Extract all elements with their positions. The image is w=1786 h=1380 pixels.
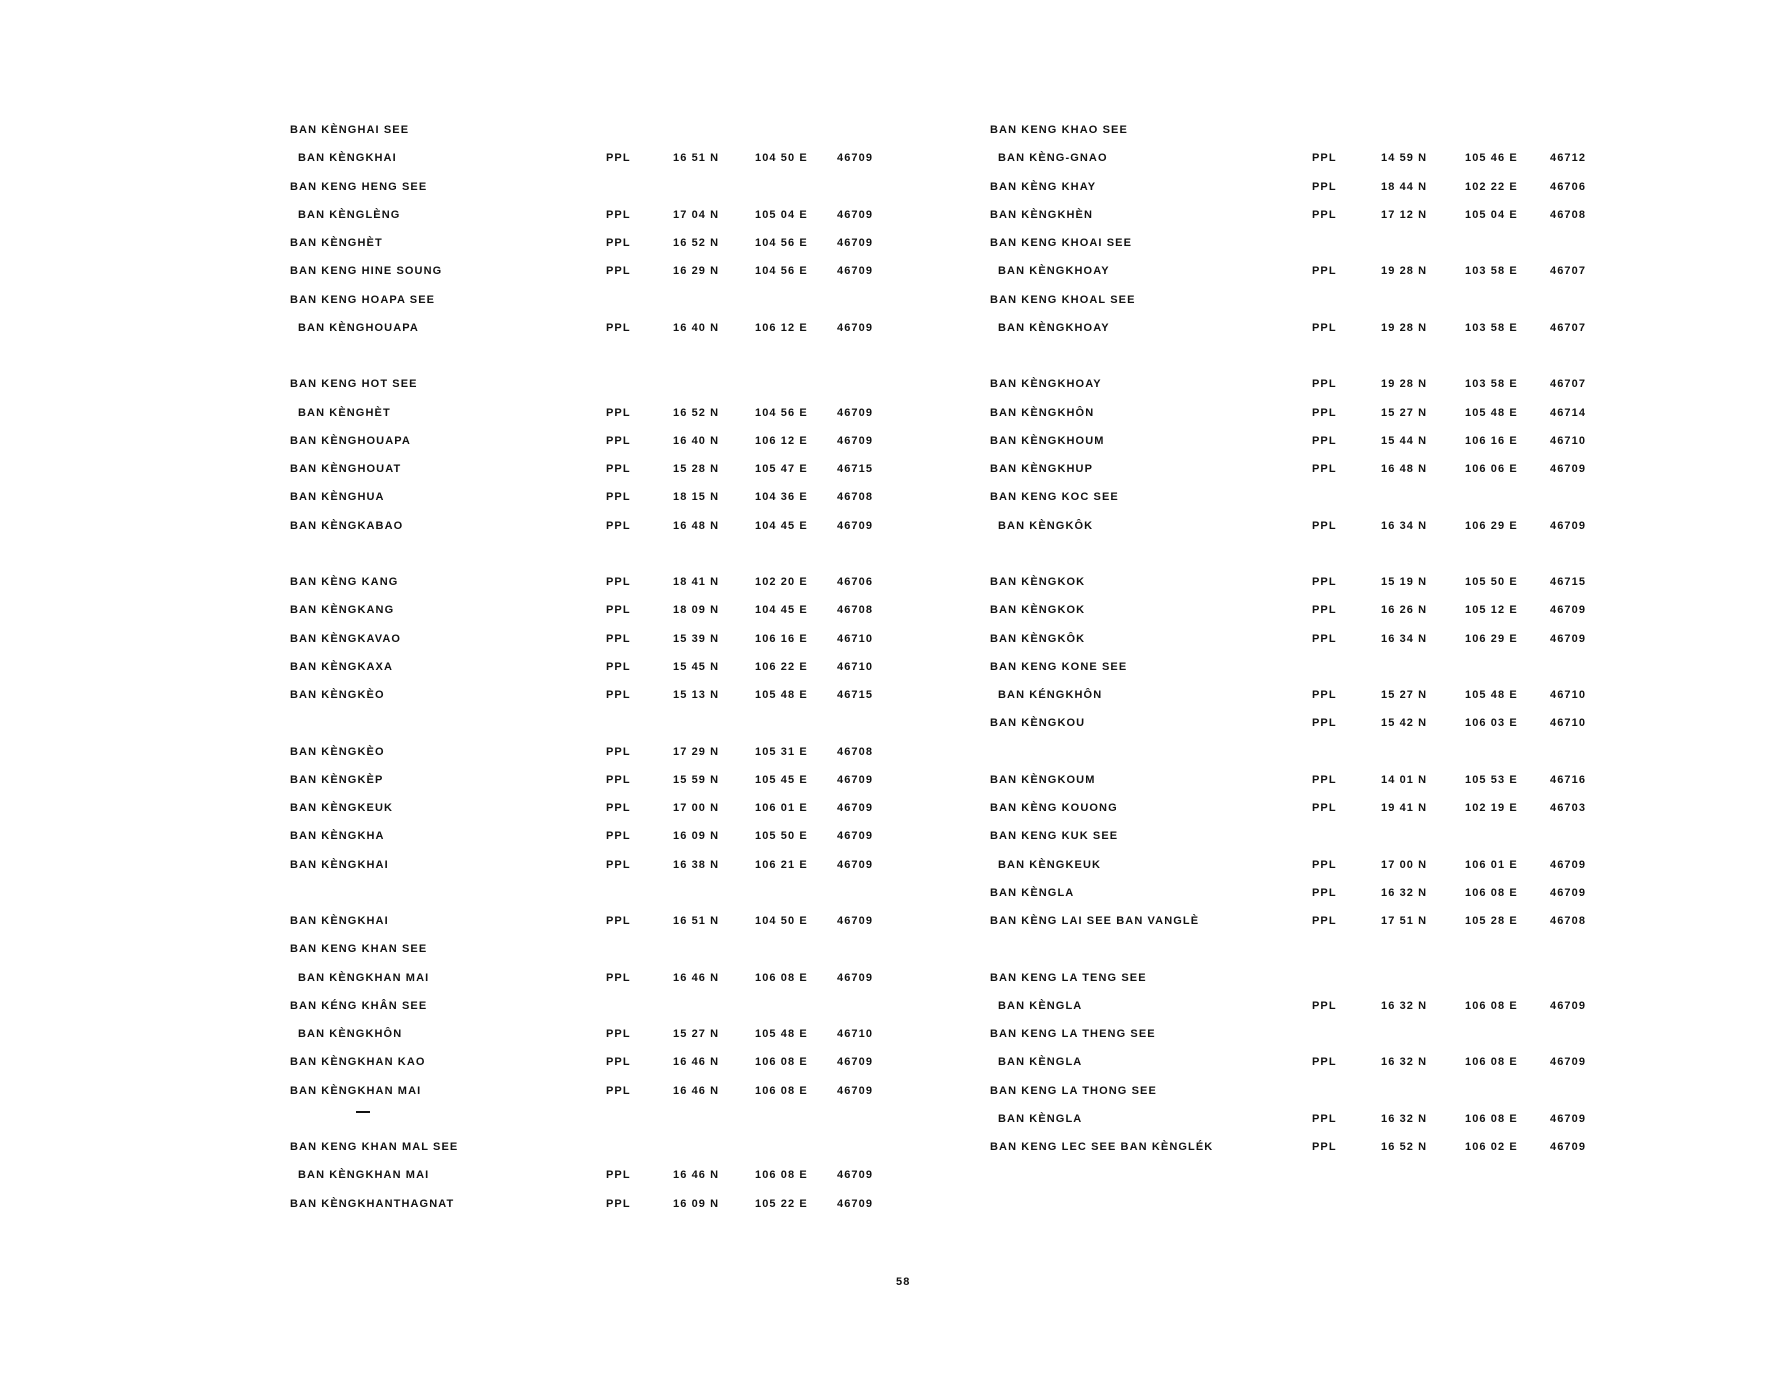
entry-lon: 105 22 E bbox=[755, 1197, 808, 1210]
entry-lat: 19 41 N bbox=[1381, 802, 1428, 814]
entry-lon: 102 22 E bbox=[1465, 180, 1518, 193]
entry-lat: 15 44 N bbox=[1381, 434, 1428, 447]
entry-name: BAN KÈNGKOUM bbox=[990, 773, 1096, 786]
entry-type: PPL bbox=[606, 237, 631, 249]
entry-name: BAN KÈNGKHA bbox=[290, 830, 385, 843]
entry-sheet: 46709 bbox=[837, 1056, 874, 1069]
entry-lat: 16 38 N bbox=[673, 858, 720, 871]
entry-sheet: 46708 bbox=[1550, 208, 1587, 221]
entry-name: BAN KÈNGKABAO bbox=[290, 519, 404, 532]
entry-type: PPL bbox=[1312, 152, 1337, 165]
entry-type: PPL bbox=[606, 152, 631, 165]
entry-sheet: 46710 bbox=[1550, 717, 1587, 730]
entry-lat: 16 09 N bbox=[673, 830, 720, 843]
entry-type: PPL bbox=[606, 1197, 631, 1210]
entry-sheet: 46709 bbox=[837, 830, 874, 843]
entry-lon: 106 22 E bbox=[755, 660, 808, 673]
entry-lon: 105 48 E bbox=[1465, 406, 1518, 419]
entry-name: BAN KÈNG KHAY bbox=[990, 180, 1097, 193]
entry-sheet: 46708 bbox=[1550, 915, 1587, 927]
entry-lat: 19 28 N bbox=[1381, 378, 1428, 391]
entry-lon: 105 31 E bbox=[755, 745, 808, 758]
entry-lat: 18 15 N bbox=[673, 491, 720, 504]
entry-type: PPL bbox=[606, 830, 631, 843]
entry-sheet: 46709 bbox=[1550, 463, 1587, 475]
entry-lat: 15 27 N bbox=[1381, 406, 1428, 419]
entry-lon: 106 29 E bbox=[1465, 632, 1518, 645]
entry-name: BAN KÈNGKHAI bbox=[290, 858, 389, 871]
entry-lon: 104 50 E bbox=[755, 152, 808, 165]
entry-sheet: 46715 bbox=[837, 689, 874, 701]
entry-lon: 105 48 E bbox=[755, 1028, 808, 1040]
entry-type: PPL bbox=[1312, 604, 1337, 617]
entry-lat: 18 44 N bbox=[1381, 180, 1428, 193]
entry-lat: 16 51 N bbox=[673, 152, 720, 165]
entry-sheet: 46709 bbox=[1550, 632, 1587, 645]
entry-type: PPL bbox=[1312, 265, 1337, 278]
entry-sheet: 46709 bbox=[837, 1084, 874, 1097]
entry-type: PPL bbox=[1312, 519, 1337, 532]
entry-lat: 19 28 N bbox=[1381, 321, 1428, 334]
entry-type: PPL bbox=[1312, 208, 1337, 221]
entry-name: BAN KÈNGKHOAY bbox=[998, 265, 1110, 278]
entry-lon: 106 08 E bbox=[755, 1056, 808, 1069]
entry-lat: 15 45 N bbox=[673, 660, 720, 673]
entry-sheet: 46709 bbox=[1550, 858, 1587, 871]
entry-sheet: 46708 bbox=[837, 491, 874, 504]
entry-type: PPL bbox=[1312, 632, 1337, 645]
entry-type: PPL bbox=[606, 604, 631, 617]
entry-lon: 106 12 E bbox=[755, 321, 808, 334]
entry-name: BAN KÈNGKHOAY bbox=[990, 378, 1102, 391]
entry-name: BAN KENG LA THONG SEE bbox=[990, 1084, 1157, 1097]
entry-name: BAN KÈNGKHOUM bbox=[990, 434, 1105, 447]
entry-name: BAN KÈNGKHAN MAI bbox=[298, 971, 430, 984]
entry-name: BAN KENG LEC SEE BAN KÈNGLÉK bbox=[990, 1141, 1214, 1153]
entry-type: PPL bbox=[1312, 915, 1337, 927]
entry-name: BAN KÈNGHÈT bbox=[290, 237, 383, 249]
entry-lon: 105 50 E bbox=[755, 830, 808, 843]
entry-lon: 104 56 E bbox=[755, 406, 808, 419]
entry-lon: 105 53 E bbox=[1465, 773, 1518, 786]
entry-lon: 106 12 E bbox=[755, 434, 808, 447]
entry-lat: 16 51 N bbox=[673, 915, 720, 927]
entry-name: BAN KÈNGKÈP bbox=[290, 773, 384, 786]
entry-name: BAN KÈNGKEUK bbox=[290, 802, 394, 814]
entry-lat: 15 42 N bbox=[1381, 717, 1428, 730]
entry-lat: 17 04 N bbox=[673, 208, 720, 221]
entry-lat: 15 19 N bbox=[1381, 576, 1428, 588]
entry-name: BAN KÈNGKHÈN bbox=[990, 208, 1094, 221]
entry-type: PPL bbox=[1312, 321, 1337, 334]
entry-name: BAN KÈNGKHOAY bbox=[998, 321, 1110, 334]
entry-lat: 18 09 N bbox=[673, 604, 720, 617]
entry-name: BAN KÈNGKAXA bbox=[290, 660, 394, 673]
entry-type: PPL bbox=[1312, 180, 1337, 193]
entry-type: PPL bbox=[1312, 1112, 1337, 1125]
entry-lon: 104 45 E bbox=[755, 519, 808, 532]
entry-name: BAN KÈNG KANG bbox=[290, 576, 399, 588]
entry-lat: 16 46 N bbox=[673, 1169, 720, 1182]
entry-type: PPL bbox=[1312, 717, 1337, 730]
entry-type: PPL bbox=[606, 802, 631, 814]
entry-name: BAN KÈNGHÈT bbox=[298, 406, 391, 419]
entry-name: BAN KENG KHOAL SEE bbox=[990, 293, 1136, 306]
entry-type: PPL bbox=[1312, 689, 1337, 701]
dash-mark bbox=[356, 1111, 370, 1113]
entry-type: PPL bbox=[1312, 463, 1337, 475]
entry-sheet: 46707 bbox=[1550, 378, 1587, 391]
entry-type: PPL bbox=[606, 1084, 631, 1097]
entry-lat: 15 28 N bbox=[673, 463, 720, 475]
entry-sheet: 46710 bbox=[837, 660, 874, 673]
entry-lon: 106 06 E bbox=[1465, 463, 1518, 475]
entry-type: PPL bbox=[606, 632, 631, 645]
entry-sheet: 46709 bbox=[1550, 604, 1587, 617]
entry-lon: 105 28 E bbox=[1465, 915, 1518, 927]
entry-sheet: 46709 bbox=[1550, 519, 1587, 532]
entry-sheet: 46707 bbox=[1550, 321, 1587, 334]
entry-lon: 105 04 E bbox=[1465, 208, 1518, 221]
entry-type: PPL bbox=[1312, 886, 1337, 899]
entry-name: BAN KÈNGKOK bbox=[990, 604, 1086, 617]
entry-lat: 15 59 N bbox=[673, 773, 720, 786]
entry-lon: 103 58 E bbox=[1465, 321, 1518, 334]
entry-lat: 17 00 N bbox=[673, 802, 720, 814]
entry-sheet: 46709 bbox=[1550, 999, 1587, 1012]
entry-lon: 104 45 E bbox=[755, 604, 808, 617]
entry-lon: 106 08 E bbox=[1465, 999, 1518, 1012]
entry-name: BAN KÈNGHAI SEE bbox=[290, 124, 410, 136]
entry-lon: 105 12 E bbox=[1465, 604, 1518, 617]
entry-sheet: 46707 bbox=[1550, 265, 1587, 278]
entry-name: BAN KENG KHAN MAL SEE bbox=[290, 1141, 459, 1153]
entry-sheet: 46709 bbox=[1550, 1112, 1587, 1125]
entry-sheet: 46710 bbox=[837, 632, 874, 645]
entry-lat: 17 00 N bbox=[1381, 858, 1428, 871]
entry-sheet: 46709 bbox=[837, 152, 874, 165]
entry-lat: 19 28 N bbox=[1381, 265, 1428, 278]
entry-lat: 16 26 N bbox=[1381, 604, 1428, 617]
entry-name: BAN KÈNGHOUAPA bbox=[290, 434, 411, 447]
entry-type: PPL bbox=[606, 858, 631, 871]
entry-name: BAN KÈNG KOUONG bbox=[990, 802, 1118, 814]
entry-name: BAN KÈNGKANG bbox=[290, 604, 395, 617]
entry-sheet: 46709 bbox=[837, 802, 874, 814]
entry-lon: 106 08 E bbox=[1465, 1056, 1518, 1069]
entry-type: PPL bbox=[1312, 434, 1337, 447]
entry-lon: 105 48 E bbox=[1465, 689, 1518, 701]
entry-sheet: 46709 bbox=[1550, 1141, 1587, 1153]
entry-name: BAN KENG HENG SEE bbox=[290, 180, 428, 193]
page-number: 58 bbox=[896, 1276, 911, 1288]
entry-name: BAN KÈNGLA bbox=[990, 886, 1075, 899]
entry-name: BAN KÈNGKHAI bbox=[290, 915, 389, 927]
entry-type: PPL bbox=[1312, 858, 1337, 871]
entry-lat: 16 52 N bbox=[1381, 1141, 1428, 1153]
entry-lat: 16 52 N bbox=[673, 237, 720, 249]
entry-type: PPL bbox=[606, 773, 631, 786]
entry-type: PPL bbox=[606, 265, 631, 278]
entry-sheet: 46709 bbox=[837, 321, 874, 334]
entry-sheet: 46709 bbox=[837, 1169, 874, 1182]
entry-name: BAN KÈNGLA bbox=[998, 1112, 1083, 1125]
entry-name: BAN KÈNGKHÔN bbox=[990, 406, 1095, 419]
entry-lat: 17 12 N bbox=[1381, 208, 1428, 221]
entry-name: BAN KÈNGKÈO bbox=[290, 689, 385, 701]
entry-lat: 16 40 N bbox=[673, 434, 720, 447]
entry-type: PPL bbox=[606, 1056, 631, 1069]
entry-lat: 16 48 N bbox=[1381, 463, 1428, 475]
entry-name: BAN KÈNGKOU bbox=[990, 717, 1086, 730]
entry-type: PPL bbox=[606, 434, 631, 447]
entry-lon: 106 08 E bbox=[1465, 886, 1518, 899]
entry-name: BAN KÈNGKHAN MAI bbox=[290, 1084, 422, 1097]
entry-sheet: 46706 bbox=[1550, 180, 1587, 193]
entry-sheet: 46709 bbox=[837, 1197, 874, 1210]
entry-lat: 16 32 N bbox=[1381, 1112, 1428, 1125]
entry-name: BAN KÈNG-GNAO bbox=[998, 152, 1108, 165]
entry-name: BAN KÈNGKHAN KAO bbox=[290, 1056, 426, 1069]
entry-type: PPL bbox=[606, 915, 631, 927]
entry-lat: 15 13 N bbox=[673, 689, 720, 701]
entry-type: PPL bbox=[606, 519, 631, 532]
entry-name: BAN KÈNGKOK bbox=[990, 576, 1086, 588]
entry-sheet: 46709 bbox=[837, 773, 874, 786]
entry-type: PPL bbox=[1312, 999, 1337, 1012]
entry-sheet: 46703 bbox=[1550, 802, 1587, 814]
entry-lat: 16 46 N bbox=[673, 1056, 720, 1069]
entry-name: BAN KÈNGKAVAO bbox=[290, 632, 402, 645]
entry-lat: 16 40 N bbox=[673, 321, 720, 334]
entry-lon: 105 47 E bbox=[755, 463, 808, 475]
entry-name: BAN KÈNGKHAI bbox=[298, 152, 397, 165]
entry-name: BAN KENG KUK SEE bbox=[990, 830, 1119, 843]
entry-lon: 102 20 E bbox=[755, 576, 808, 588]
entry-lon: 106 02 E bbox=[1465, 1141, 1518, 1153]
entry-name: BAN KENG LA THENG SEE bbox=[990, 1028, 1156, 1040]
entry-sheet: 46708 bbox=[837, 745, 874, 758]
entry-sheet: 46716 bbox=[1550, 773, 1587, 786]
entry-type: PPL bbox=[606, 208, 631, 221]
entry-lat: 14 01 N bbox=[1381, 773, 1428, 786]
entry-lat: 14 59 N bbox=[1381, 152, 1428, 165]
entry-name: BAN KÈNGKHUP bbox=[990, 463, 1094, 475]
entry-name: BAN KÈNGKÔK bbox=[990, 632, 1086, 645]
entry-type: PPL bbox=[606, 1028, 631, 1040]
entry-name: BAN KÈNGKHAN MAI bbox=[298, 1169, 430, 1182]
entry-lat: 16 34 N bbox=[1381, 632, 1428, 645]
entry-type: PPL bbox=[606, 463, 631, 475]
entry-lat: 16 32 N bbox=[1381, 999, 1428, 1012]
entry-name: BAN KENG KHAO SEE bbox=[990, 124, 1128, 136]
entry-sheet: 46709 bbox=[837, 208, 874, 221]
entry-lon: 104 56 E bbox=[755, 237, 808, 249]
entry-name: BAN KÈNGKHANTHAGNAT bbox=[290, 1197, 455, 1210]
entry-name: BAN KÈNGHOUAT bbox=[290, 463, 402, 475]
entry-lon: 106 16 E bbox=[755, 632, 808, 645]
entry-type: PPL bbox=[606, 745, 631, 758]
entry-lon: 103 58 E bbox=[1465, 265, 1518, 278]
entry-type: PPL bbox=[1312, 406, 1337, 419]
entry-type: PPL bbox=[1312, 1141, 1337, 1153]
entry-sheet: 46715 bbox=[1550, 576, 1587, 588]
entry-lat: 16 29 N bbox=[673, 265, 720, 278]
entry-sheet: 46709 bbox=[837, 971, 874, 984]
entry-lat: 18 41 N bbox=[673, 576, 720, 588]
entry-name: BAN KÈNGLA bbox=[998, 1056, 1083, 1069]
entry-type: PPL bbox=[1312, 802, 1337, 814]
entry-lon: 102 19 E bbox=[1465, 802, 1518, 814]
entry-type: PPL bbox=[1312, 1056, 1337, 1069]
entry-lon: 106 08 E bbox=[1465, 1112, 1518, 1125]
entry-lon: 106 01 E bbox=[755, 802, 808, 814]
entry-lon: 105 50 E bbox=[1465, 576, 1518, 588]
entry-lon: 106 03 E bbox=[1465, 717, 1518, 730]
entry-name: BAN KÈNGKEUK bbox=[998, 858, 1102, 871]
entry-lat: 17 51 N bbox=[1381, 915, 1428, 927]
entry-sheet: 46710 bbox=[837, 1028, 874, 1040]
entry-type: PPL bbox=[606, 1169, 631, 1182]
entry-lon: 104 50 E bbox=[755, 915, 808, 927]
entry-name: BAN KÈNGKÈO bbox=[290, 745, 385, 758]
entry-sheet: 46709 bbox=[837, 237, 874, 249]
entry-lon: 106 21 E bbox=[755, 858, 808, 871]
entry-sheet: 46706 bbox=[837, 576, 874, 588]
entry-name: BAN KÈNGHUA bbox=[290, 491, 385, 504]
entry-sheet: 46708 bbox=[837, 604, 874, 617]
entry-name: BAN KÈNGLÈNG bbox=[298, 208, 401, 221]
entry-lat: 16 09 N bbox=[673, 1197, 720, 1210]
entry-lon: 106 29 E bbox=[1465, 519, 1518, 532]
entry-name: BAN KENG HOAPA SEE bbox=[290, 293, 436, 306]
entry-type: PPL bbox=[606, 321, 631, 334]
entry-name: BAN KENG HOT SEE bbox=[290, 378, 418, 391]
entry-name: BAN KENG KOC SEE bbox=[990, 491, 1119, 504]
entry-lat: 16 48 N bbox=[673, 519, 720, 532]
entry-lat: 16 46 N bbox=[673, 971, 720, 984]
entry-name: BAN KENG KONE SEE bbox=[990, 660, 1128, 673]
entry-lat: 16 34 N bbox=[1381, 519, 1428, 532]
entry-lon: 106 08 E bbox=[755, 1169, 808, 1182]
entry-type: PPL bbox=[606, 406, 631, 419]
entry-sheet: 46709 bbox=[837, 265, 874, 278]
entry-sheet: 46709 bbox=[837, 519, 874, 532]
entry-lat: 15 39 N bbox=[673, 632, 720, 645]
entry-lon: 105 48 E bbox=[755, 689, 808, 701]
entry-lat: 16 32 N bbox=[1381, 886, 1428, 899]
entry-name: BAN KENG HINE SOUNG bbox=[290, 265, 443, 278]
entry-lat: 16 32 N bbox=[1381, 1056, 1428, 1069]
entry-lat: 15 27 N bbox=[673, 1028, 720, 1040]
entry-lat: 16 46 N bbox=[673, 1084, 720, 1097]
entry-lat: 16 52 N bbox=[673, 406, 720, 419]
entry-type: PPL bbox=[1312, 378, 1337, 391]
entry-lon: 104 36 E bbox=[755, 491, 808, 504]
entry-lon: 106 01 E bbox=[1465, 858, 1518, 871]
entry-name: BAN KÈNGLA bbox=[998, 999, 1083, 1012]
entry-name: BAN KÈNGKHÔN bbox=[298, 1028, 403, 1040]
entry-name: BAN KENG LA TENG SEE bbox=[990, 971, 1147, 984]
entry-name: BAN KÈNG LAI SEE BAN VANGLÈ bbox=[990, 915, 1200, 927]
entry-type: PPL bbox=[606, 689, 631, 701]
entry-type: PPL bbox=[606, 660, 631, 673]
entry-lon: 106 08 E bbox=[755, 1084, 808, 1097]
entry-type: PPL bbox=[606, 971, 631, 984]
entry-type: PPL bbox=[1312, 576, 1337, 588]
entry-sheet: 46709 bbox=[837, 434, 874, 447]
entry-sheet: 46714 bbox=[1550, 406, 1587, 419]
entry-sheet: 46710 bbox=[1550, 434, 1587, 447]
entry-name: BAN KENG KHOAI SEE bbox=[990, 237, 1133, 249]
entry-sheet: 46709 bbox=[837, 915, 874, 927]
entry-sheet: 46709 bbox=[837, 858, 874, 871]
entry-sheet: 46709 bbox=[1550, 886, 1587, 899]
entry-lon: 106 16 E bbox=[1465, 434, 1518, 447]
entry-lat: 15 27 N bbox=[1381, 689, 1428, 701]
entry-type: PPL bbox=[606, 576, 631, 588]
entry-name: BAN KÉNG KHÂN SEE bbox=[290, 999, 428, 1012]
entry-lon: 103 58 E bbox=[1465, 378, 1518, 391]
entry-lon: 104 56 E bbox=[755, 265, 808, 278]
entry-lat: 17 29 N bbox=[673, 745, 720, 758]
entry-type: PPL bbox=[606, 491, 631, 504]
entry-sheet: 46712 bbox=[1550, 152, 1587, 165]
entry-name: BAN KÈNGHOUAPA bbox=[298, 321, 419, 334]
entry-sheet: 46709 bbox=[1550, 1056, 1587, 1069]
entry-sheet: 46715 bbox=[837, 463, 874, 475]
entry-lon: 105 45 E bbox=[755, 773, 808, 786]
entry-lon: 106 08 E bbox=[755, 971, 808, 984]
entry-name: BAN KÈNGKÔK bbox=[998, 519, 1094, 532]
entry-sheet: 46709 bbox=[837, 406, 874, 419]
entry-name: BAN KENG KHAN SEE bbox=[290, 943, 428, 956]
entry-type: PPL bbox=[1312, 773, 1337, 786]
entry-name: BAN KÉNGKHÔN bbox=[998, 689, 1103, 701]
entry-lon: 105 04 E bbox=[755, 208, 808, 221]
entry-sheet: 46710 bbox=[1550, 689, 1587, 701]
entry-lon: 105 46 E bbox=[1465, 152, 1518, 165]
